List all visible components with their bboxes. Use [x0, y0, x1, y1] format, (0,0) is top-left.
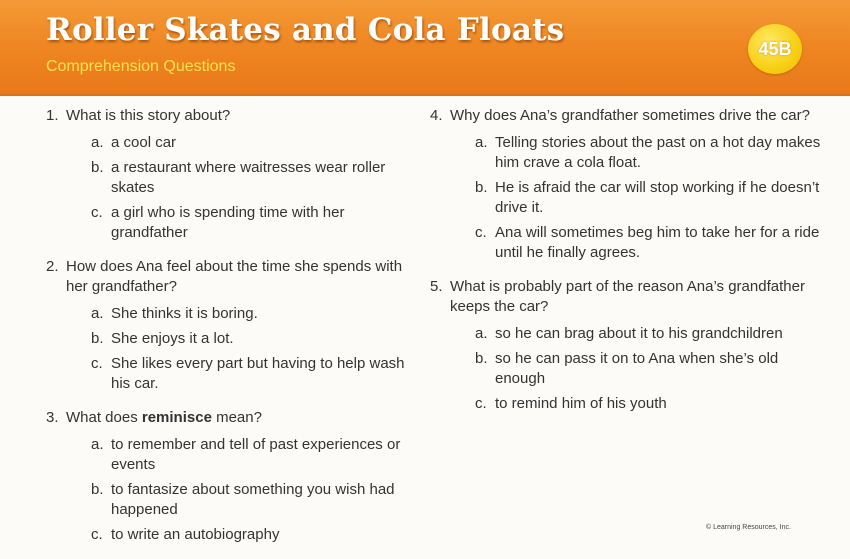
option-item: [475, 394, 822, 414]
question-4: [430, 106, 822, 126]
option-text: to remind him of his youth: [495, 395, 667, 412]
question-text-after: mean?: [211, 409, 262, 426]
option-letter: c.: [91, 355, 103, 372]
option-item: [91, 435, 418, 475]
question-text: Why does Ana’s grandfather sometimes drive the car?: [450, 107, 810, 124]
option-text: a cool car: [111, 134, 177, 151]
option-letter: b.: [475, 350, 488, 367]
option-text: so he can brag about it to his grandchildren: [495, 325, 783, 342]
option-text: to remember and tell of past experiences or events: [111, 436, 401, 473]
copyright-notice: © Learning Resources, Inc.: [706, 524, 791, 531]
option-item: [475, 178, 822, 218]
question-text: What is this story about?: [66, 107, 231, 124]
option-item: [475, 223, 822, 263]
page-title: Roller Skates and Cola Floats: [46, 12, 565, 48]
question-text-before: What does: [66, 409, 142, 426]
option-letter: b.: [475, 179, 488, 196]
option-letter: b.: [91, 481, 104, 498]
option-letter: a.: [91, 134, 104, 151]
option-text: so he can pass it on to Ana when she’s old enough: [495, 350, 779, 387]
option-item: [91, 133, 418, 153]
page-subtitle: Comprehension Questions: [46, 58, 236, 75]
question-number: 2.: [46, 258, 59, 275]
header-banner: [0, 0, 850, 96]
vocabulary-word: reminisce: [141, 409, 212, 426]
card-number-label: 45B: [758, 38, 792, 59]
option-letter: a.: [475, 325, 488, 342]
question-1-options: [46, 133, 418, 243]
option-item: [475, 349, 822, 389]
question-3-options: [46, 435, 418, 545]
option-letter: c.: [91, 526, 103, 543]
option-item: [91, 525, 418, 545]
option-item: [91, 304, 418, 324]
question-number: 1.: [46, 107, 59, 124]
question-text: What is probably part of the reason Ana’s grandfather keeps the car?: [450, 278, 805, 315]
question-2: [46, 257, 418, 297]
question-3: [46, 408, 418, 428]
right-column: [430, 106, 822, 428]
option-letter: b.: [91, 330, 104, 347]
option-text: Telling stories about the past on a hot day makes him crave a cola float.: [495, 134, 821, 171]
option-item: [475, 324, 822, 344]
option-text: He is afraid the car will stop working if he doesn’t drive it.: [495, 179, 820, 216]
left-column: [46, 106, 418, 559]
option-text: She enjoys it a lot.: [111, 330, 234, 347]
question-number: 5.: [430, 278, 443, 295]
question-1: [46, 106, 418, 126]
option-text: a girl who is spending time with her grandfather: [111, 204, 345, 241]
option-letter: b.: [91, 159, 104, 176]
option-letter: c.: [91, 204, 103, 221]
option-item: [91, 354, 418, 394]
option-item: [91, 329, 418, 349]
option-text: to write an autobiography: [111, 526, 280, 543]
option-text: to fantasize about something you wish had happened: [111, 481, 395, 518]
option-item: [91, 158, 418, 198]
question-number: 4.: [430, 107, 443, 124]
option-text: Ana will sometimes beg him to take her for a ride until he finally agrees.: [495, 224, 820, 261]
option-letter: a.: [91, 436, 104, 453]
option-item: [475, 133, 822, 173]
question-number: 3.: [46, 409, 59, 426]
option-text: She likes every part but having to help wash his car.: [111, 355, 405, 392]
question-4-options: [430, 133, 822, 263]
option-text: She thinks it is boring.: [111, 305, 258, 322]
option-letter: c.: [475, 224, 487, 241]
question-text: How does Ana feel about the time she spends with her grandfather?: [66, 258, 403, 295]
card-number-badge: [748, 24, 802, 74]
question-5-options: [430, 324, 822, 414]
option-item: [91, 203, 418, 243]
option-text: a restaurant where waitresses wear roller skates: [111, 159, 386, 196]
question-2-options: [46, 304, 418, 394]
question-5: [430, 277, 822, 317]
option-letter: c.: [475, 395, 487, 412]
option-letter: a.: [91, 305, 104, 322]
option-letter: a.: [475, 134, 488, 151]
option-item: [91, 480, 418, 520]
